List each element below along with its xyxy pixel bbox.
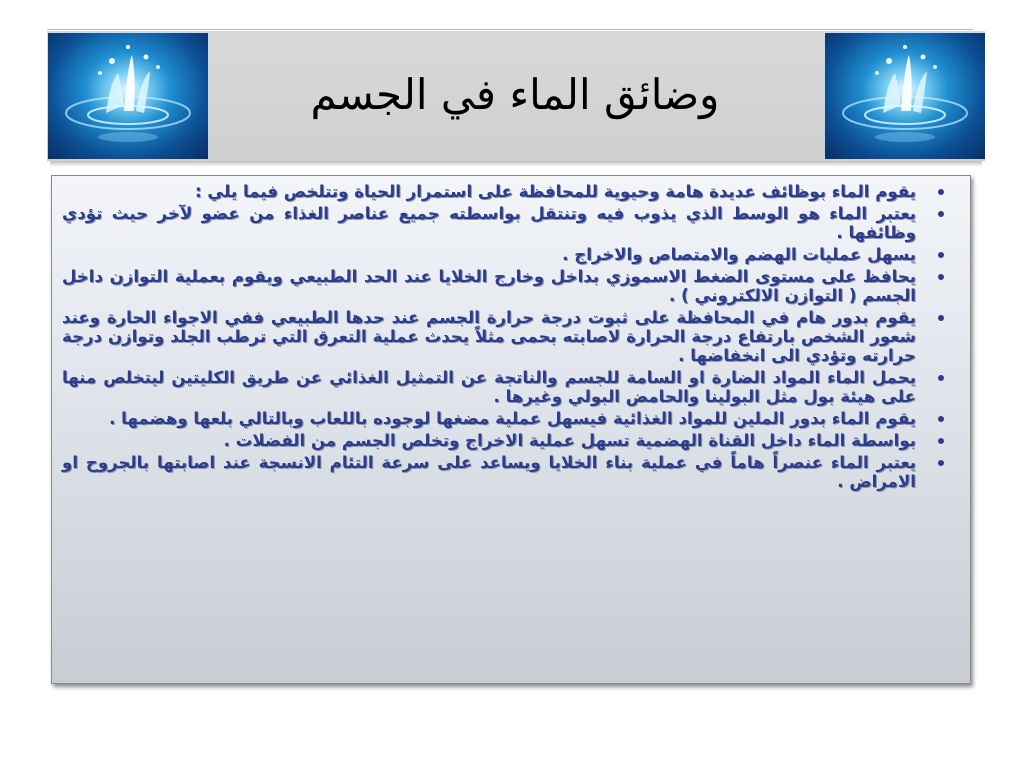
- bullet-text: يحافظ على مستوى الضغط الاسموزي بداخل وخارج الخلايا عند الحد الطبيعي ويقوم بعملية التوازن داخل الجسم ( التوازن الالكتروني ) .: [62, 267, 916, 305]
- slide-title: وضائق الماء في الجسم: [310, 70, 720, 119]
- water-splash-image-right: [825, 33, 985, 159]
- bullet-item: [62, 409, 948, 428]
- bullet-dot-icon: [938, 375, 944, 381]
- bullet-text: بواسطة الماء داخل القناة الهضمية تسهل عملية الاخراج وتخلص الجسم من الفضلات .: [223, 431, 916, 450]
- bullet-item: [62, 308, 948, 365]
- bullet-text: يحمل الماء المواد الضارة او السامة للجسم والناتجة عن التمثيل الغذائي عن طريق الكليتين ليتخلص منها على هيئة بول مثل البولينا والحامض البولي وغيرها .: [62, 368, 916, 406]
- bullet-dot-icon: [938, 189, 944, 195]
- water-splash-image-left: [48, 33, 208, 159]
- title-bar-shadow: [50, 161, 982, 167]
- content-box: [51, 175, 971, 684]
- bullet-dot-icon: [938, 438, 944, 444]
- bullet-list: [52, 176, 970, 491]
- bullet-item: [62, 267, 948, 305]
- bullet-text: يعتبر الماء هو الوسط الذي يذوب فيه وتنتقل بواسطته جميع عناصر الغذاء من عضو لآخر حيث تؤدي وظائفها .: [62, 204, 916, 242]
- bullet-item: [62, 368, 948, 406]
- bullet-item: [62, 182, 948, 201]
- bullet-item: [62, 453, 948, 491]
- bullet-item: [62, 204, 948, 242]
- bullet-dot-icon: [938, 416, 944, 422]
- bullet-item: [62, 245, 948, 264]
- bullet-item: [62, 431, 948, 450]
- bullet-dot-icon: [938, 460, 944, 466]
- bullet-text: يسهل عمليات الهضم والامتصاص والاخراج .: [562, 245, 916, 264]
- bullet-dot-icon: [938, 211, 944, 217]
- bullet-dot-icon: [938, 252, 944, 258]
- bullet-text: يقوم الماء بوظائف عديدة هامة وحيوية للمحافظة على استمرار الحياة وتتلخص فيما يلي :: [194, 182, 916, 201]
- bullet-text: يقوم الماء بدور الملين للمواد الغذائية فيسهل عملية مضغها لوجوده باللعاب وبالتالي بلعها وهضمها .: [109, 409, 916, 428]
- bullet-dot-icon: [938, 274, 944, 280]
- bullet-dot-icon: [938, 315, 944, 321]
- bullet-text: يعتبر الماء عنصراً هاماً في عملية بناء الخلايا ويساعد على سرعة التئام الانسجة عند اصابتها بالجروح او الامراض .: [62, 453, 916, 491]
- bullet-text: يقوم بدور هام في المحافظة على ثبوت درجة حرارة الجسم عند حدها الطبيعي ففي الاجواء الحارة وعند شعور الشخص بارتفاع درجة الحرارة لاصابته بحمى مثلاً يحدث عملية التعرق التي ترطب الجلد وتوازن درجة حرارته وتؤدي الى انخفاضها .: [62, 308, 916, 365]
- top-divider-line: [47, 29, 973, 30]
